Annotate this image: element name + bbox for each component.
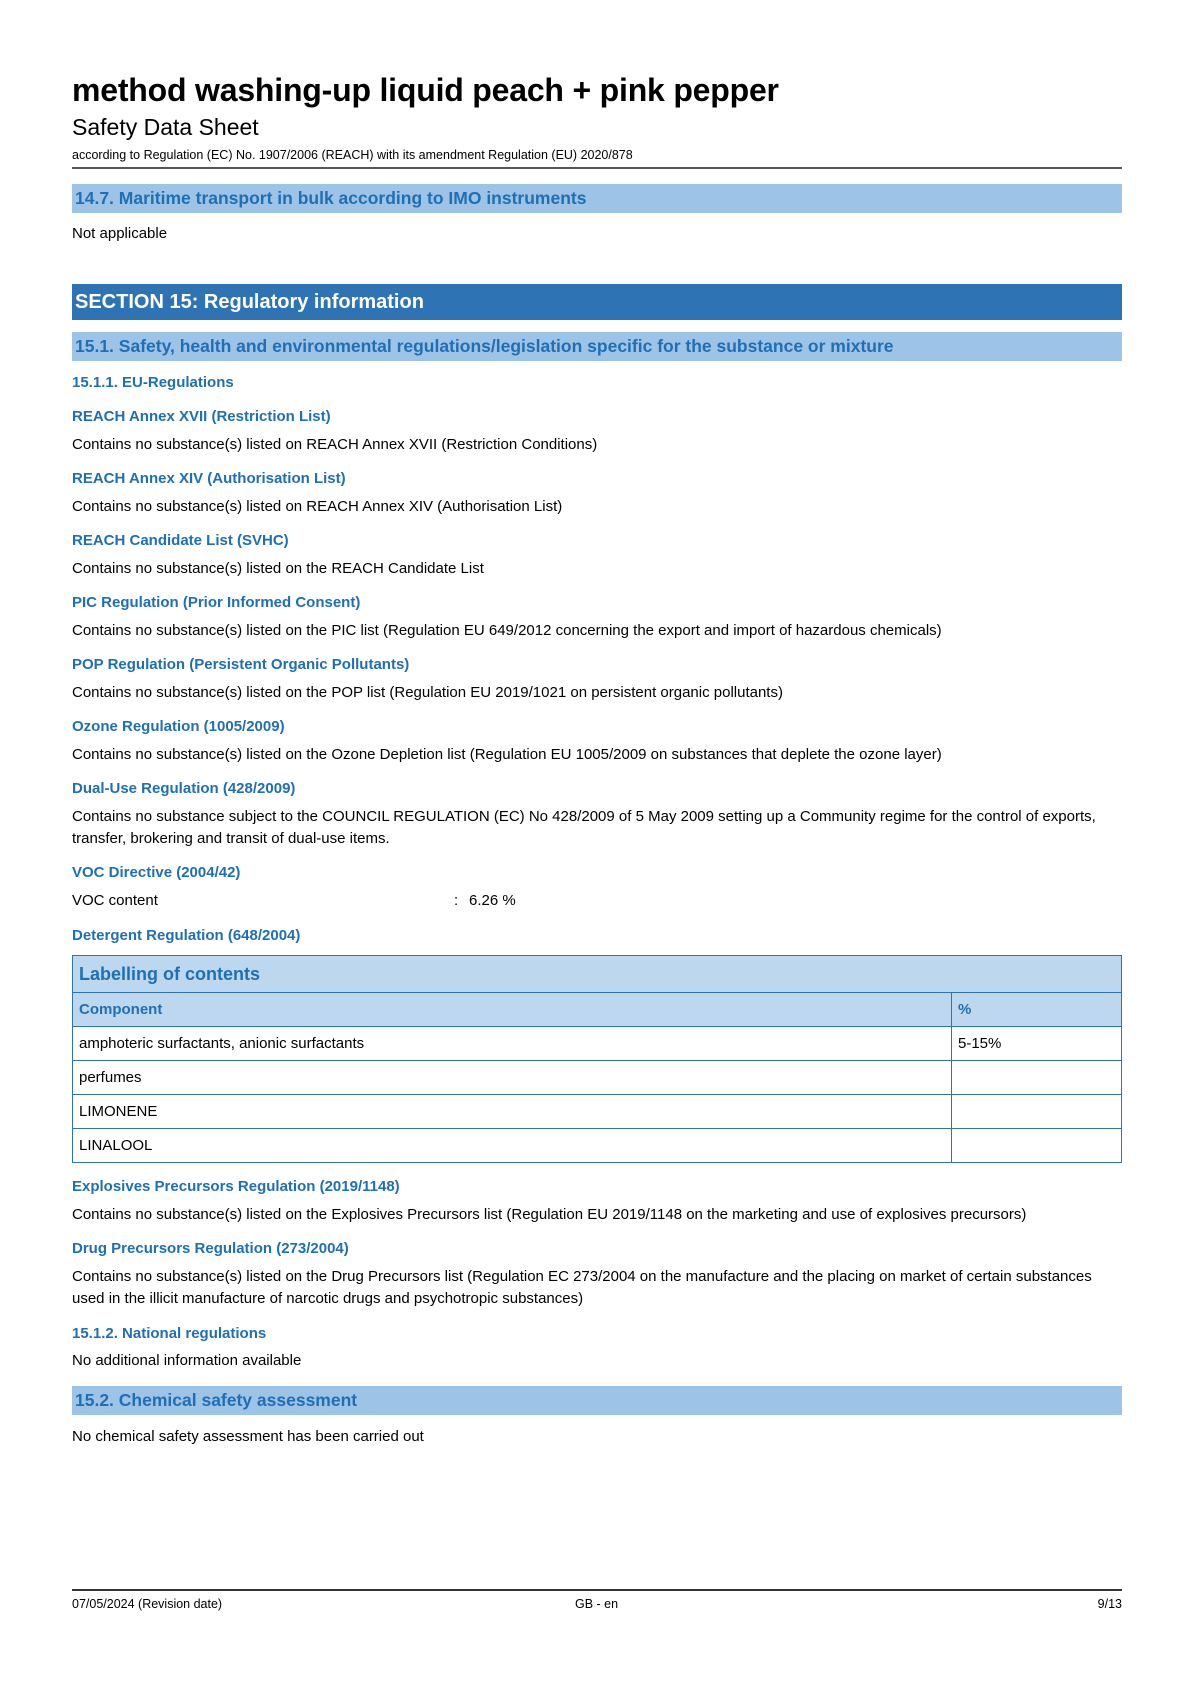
voc-directive-heading: VOC Directive (2004/42) — [72, 864, 241, 881]
document-subtitle: Safety Data Sheet — [72, 114, 259, 140]
voc-content-separator: : — [454, 892, 459, 909]
table-row — [73, 1061, 1122, 1095]
drug-precursors-heading: Drug Precursors Regulation (273/2004) — [72, 1240, 349, 1257]
reg-title-reach-xvii: REACH Annex XVII (Restriction List) — [72, 408, 331, 425]
national-regulations-text: No additional information available — [72, 1352, 302, 1369]
component-cell: amphoteric surfactants, anionic surfactants — [73, 1027, 952, 1061]
component-cell: LIMONENE — [73, 1095, 952, 1129]
reg-text-reach-xiv: Contains no substance(s) listed on REACH Annex XIV (Authorisation List) — [72, 498, 563, 515]
reg-title-pic: PIC Regulation (Prior Informed Consent) — [72, 594, 361, 611]
footer-revision-date: 07/05/2024 (Revision date) — [72, 1597, 223, 1611]
percent-cell: 5-15% — [952, 1027, 1122, 1061]
reg-title-ozone: Ozone Regulation (1005/2009) — [72, 718, 285, 735]
detergent-regulation-heading: Detergent Regulation (648/2004) — [72, 927, 301, 944]
section-15-1-heading: 15.1. Safety, health and environmental regulations/legislation specific for the substance or mixture — [72, 332, 1122, 361]
explosives-precursors-text: Contains no substance(s) listed on the Explosives Precursors list (Regulation EU 2019/1148 on the marketing and use of explosives precursors) — [72, 1206, 1027, 1223]
reg-title-reach-candidate: REACH Candidate List (SVHC) — [72, 532, 289, 549]
component-cell: perfumes — [73, 1061, 952, 1095]
table-row — [73, 1027, 1122, 1061]
component-cell: LINALOOL — [73, 1129, 952, 1163]
column-header-percent: % — [952, 993, 1122, 1027]
labelling-of-contents-table — [72, 955, 1122, 1163]
explosives-precursors-heading: Explosives Precursors Regulation (2019/1148) — [72, 1178, 400, 1195]
footer-page-number: 9/13 — [1097, 1597, 1122, 1611]
regulation-reference: according to Regulation (EC) No. 1907/2006 (REACH) with its amendment Regulation (EU) 2020/878 — [72, 148, 633, 162]
national-regulations-heading: 15.1.2. National regulations — [72, 1325, 267, 1342]
reg-text-ozone: Contains no substance(s) listed on the Ozone Depletion list (Regulation EU 1005/2009 on substances that deplete the ozone layer) — [72, 746, 942, 763]
table-row — [73, 1095, 1122, 1129]
section-15-2-heading: 15.2. Chemical safety assessment — [72, 1386, 1122, 1415]
voc-content-label: VOC content — [72, 892, 158, 909]
footer-locale: GB - en — [575, 1597, 619, 1611]
footer-divider — [72, 1589, 1122, 1591]
section-14-7-text: Not applicable — [72, 225, 168, 242]
voc-content-value: 6.26 % — [469, 892, 516, 909]
drug-precursors-text: Contains no substance(s) listed on the Drug Precursors list (Regulation EC 273/2004 on the manufacture and the placing on market of certain substances used in the illicit manufacture of narcotic drugs and psychotropic substances) — [72, 1268, 1092, 1307]
table-row — [73, 1129, 1122, 1163]
reg-title-pop: POP Regulation (Persistent Organic Pollutants) — [72, 656, 410, 673]
reg-text-reach-xvii: Contains no substance(s) listed on REACH Annex XVII (Restriction Conditions) — [72, 436, 598, 453]
reg-text-pop: Contains no substance(s) listed on the POP list (Regulation EU 2019/1021 on persistent organic pollutants) — [72, 684, 783, 701]
table-caption: Labelling of contents — [73, 956, 1122, 993]
eu-regulations-heading: 15.1.1. EU-Regulations — [72, 374, 234, 391]
header-divider — [72, 167, 1122, 169]
document-title: method washing-up liquid peach + pink pepper — [72, 72, 779, 108]
percent-cell — [952, 1129, 1122, 1163]
column-header-component: Component — [73, 993, 952, 1027]
reg-text-pic: Contains no substance(s) listed on the PIC list (Regulation EU 649/2012 concerning the export and import of hazardous chemicals) — [72, 622, 942, 639]
section-14-7-heading: 14.7. Maritime transport in bulk according to IMO instruments — [72, 184, 1122, 213]
percent-cell — [952, 1095, 1122, 1129]
reg-text-reach-candidate: Contains no substance(s) listed on the REACH Candidate List — [72, 560, 484, 577]
percent-cell — [952, 1061, 1122, 1095]
section-15-heading: SECTION 15: Regulatory information — [72, 284, 1122, 320]
reg-text-dual-use: Contains no substance subject to the COUNCIL REGULATION (EC) No 428/2009 of 5 May 2009 setting up a Community regime for the control of exports, transfer, brokering and transit of dual-use items. — [72, 808, 1096, 847]
reg-title-reach-xiv: REACH Annex XIV (Authorisation List) — [72, 470, 346, 487]
reg-title-dual-use: Dual-Use Regulation (428/2009) — [72, 780, 296, 797]
section-15-2-text: No chemical safety assessment has been carried out — [72, 1428, 424, 1445]
